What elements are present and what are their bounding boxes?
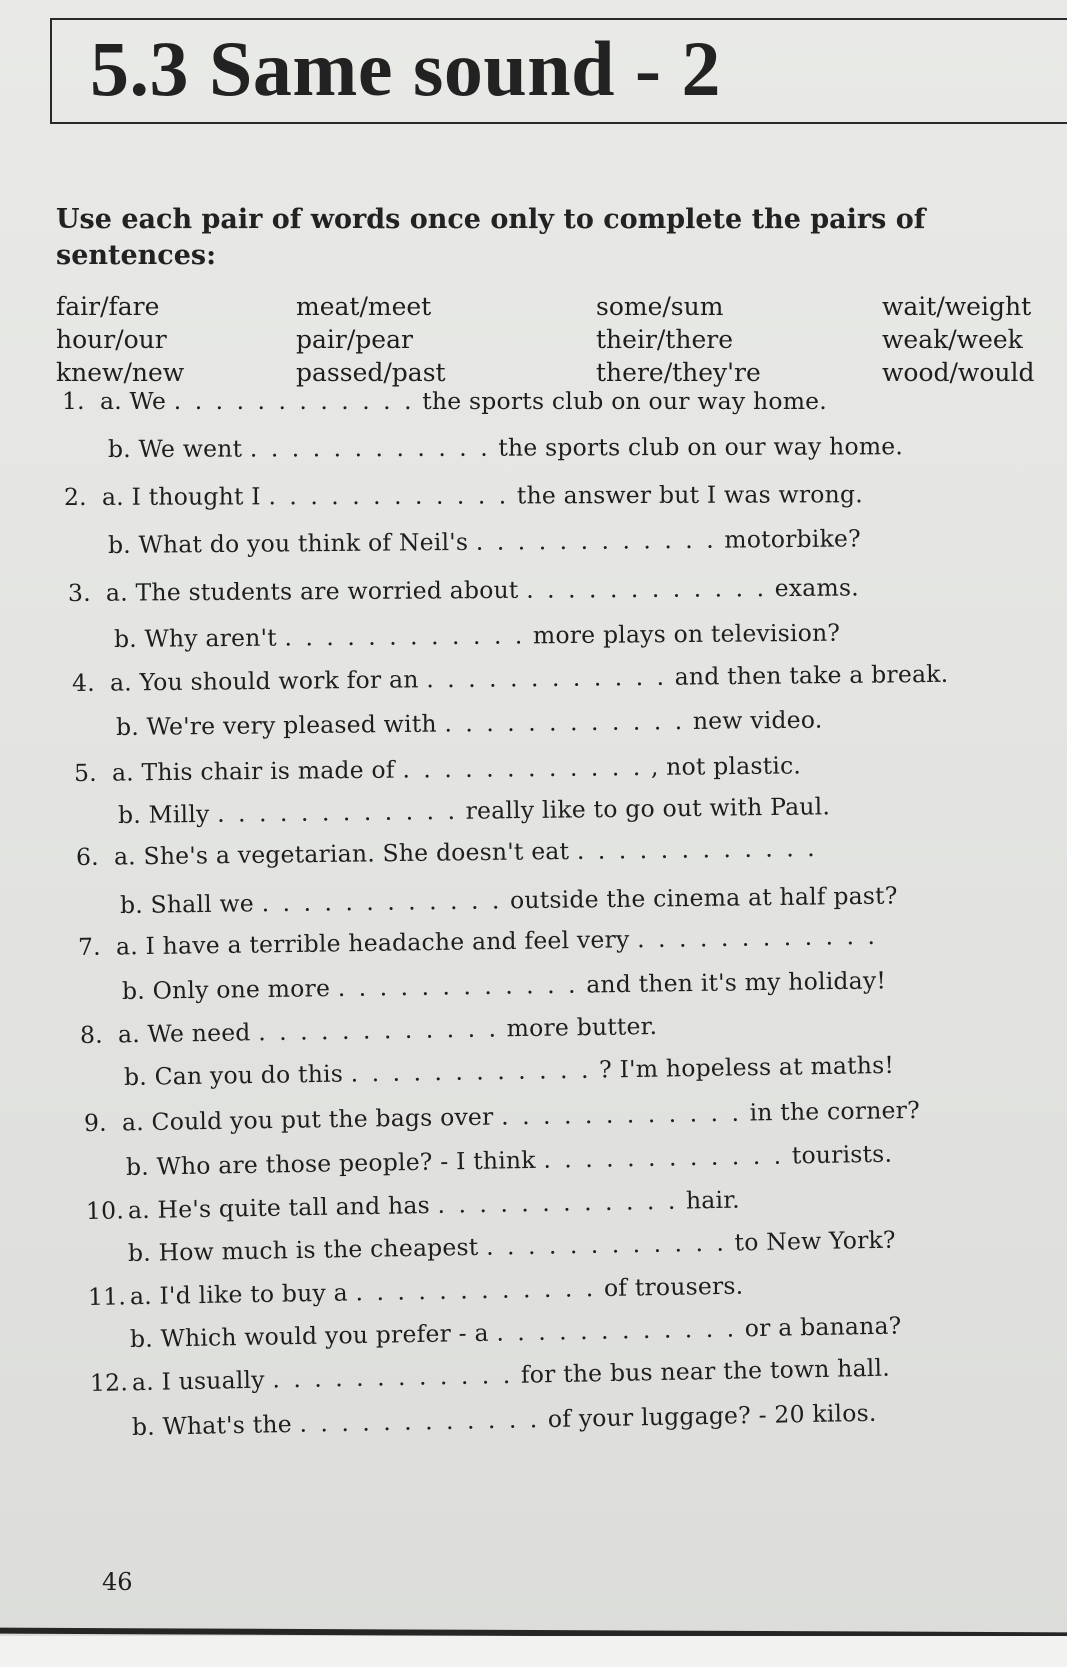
sentence-end: the answer but I was wrong. xyxy=(516,480,863,510)
sentence-end: new video. xyxy=(692,705,823,735)
sentence-start: a. He's quite tall and has xyxy=(127,1191,431,1225)
question-3-a xyxy=(68,572,859,608)
question-4-b xyxy=(116,705,823,742)
word-bank-column xyxy=(56,290,184,389)
word-pair: hour/our xyxy=(56,325,167,354)
word-pair: wait/weight xyxy=(882,292,1032,321)
question-number: 11. xyxy=(87,1282,127,1311)
sentence-start: b. Milly xyxy=(117,799,210,829)
question-number: 5. xyxy=(73,758,97,787)
sentence-end: in the corner? xyxy=(749,1095,921,1127)
question-1-b xyxy=(108,431,903,464)
page-title: 5.3 Same sound - 2 xyxy=(90,25,721,112)
question-7-b xyxy=(122,965,886,1006)
question-number: 8. xyxy=(79,1020,104,1049)
sentence-start: a. I usually xyxy=(131,1365,266,1397)
question-4-a xyxy=(72,659,949,698)
answer-blank[interactable]: . . . . . . . . . . . . xyxy=(268,481,510,511)
answer-blank[interactable]: . . . . . . . . . . . . xyxy=(636,921,879,954)
sentence-end: hair. xyxy=(685,1185,740,1215)
answer-blank[interactable]: . . . . . . . . . . . . xyxy=(355,1274,597,1307)
word-bank-column xyxy=(882,290,1034,389)
answer-blank[interactable]: . . . . . . . . . . . . xyxy=(543,1141,785,1174)
answer-blank[interactable]: . . . . . . . . . . . . xyxy=(402,753,644,784)
question-number: 12. xyxy=(89,1368,129,1397)
sentence-end: the sports club on our way home. xyxy=(422,387,827,415)
sentence-end: to New York? xyxy=(734,1225,896,1257)
sentence-end: exams. xyxy=(774,573,859,603)
sentence-end: ? I'm hopeless at maths! xyxy=(598,1050,895,1084)
question-12-b xyxy=(132,1398,877,1442)
question-10-b xyxy=(128,1225,896,1268)
sentence-start: a. I'd like to buy a xyxy=(129,1278,349,1311)
sentence-start: a. The students are worried about xyxy=(105,575,519,607)
instructions: Use each pair of words once only to complete the pairs of sentences: xyxy=(56,204,926,271)
sentence-end: more butter. xyxy=(506,1011,658,1043)
answer-blank[interactable]: . . . . . . . . . . . . xyxy=(284,621,526,652)
word-bank-column xyxy=(596,290,761,389)
answer-blank[interactable]: . . . . . . . . . . . . xyxy=(576,833,818,865)
sentence-start: a. I thought I xyxy=(101,482,261,511)
sentence-start: b. Who are those people? - I think xyxy=(125,1145,536,1181)
answer-blank[interactable]: . . . . . . . . . . . . xyxy=(526,574,768,604)
question-8-a xyxy=(80,1011,658,1050)
answer-blank[interactable]: . . . . . . . . . . . . xyxy=(337,970,579,1002)
sentence-end: and then it's my holiday! xyxy=(586,966,887,999)
question-12-a xyxy=(90,1353,890,1398)
question-number: 9. xyxy=(83,1108,108,1137)
sentence-start: b. Which would you prefer - a xyxy=(129,1318,489,1353)
question-7-a xyxy=(78,921,878,962)
word-bank xyxy=(56,290,1056,400)
word-pair: weak/week xyxy=(882,325,1023,354)
word-bank-column xyxy=(296,290,446,389)
question-6-b xyxy=(120,881,898,920)
sentence-start: a. You should work for an xyxy=(109,665,419,697)
word-pair: their/there xyxy=(596,325,733,354)
question-9-b xyxy=(126,1139,893,1182)
answer-blank[interactable]: . . . . . . . . . . . . xyxy=(173,387,415,415)
sentence-end: tourists. xyxy=(791,1139,893,1170)
sentence-start: b. We went xyxy=(107,434,243,463)
question-number: 2. xyxy=(63,482,87,511)
answer-blank[interactable]: . . . . . . . . . . . . xyxy=(299,1405,541,1438)
sentence-start: b. What do you think of Neil's xyxy=(107,527,469,559)
sentence-end: or a banana? xyxy=(744,1311,902,1343)
sentence-start: a. We need xyxy=(117,1018,251,1049)
sentence-start: b. Why aren't xyxy=(113,623,277,653)
answer-blank[interactable]: . . . . . . . . . . . . xyxy=(485,1228,728,1261)
sentence-start: b. Only one more xyxy=(121,974,331,1005)
sentence-end: more plays on television? xyxy=(532,618,841,650)
sentence-start: a. Could you put the bags over xyxy=(121,1102,494,1137)
word-pair: pair/pear xyxy=(296,325,413,354)
sentence-start: b. We're very pleased with xyxy=(115,709,437,741)
sentence-end: and then take a break. xyxy=(674,659,949,691)
question-6-a xyxy=(76,833,818,872)
question-number: 1. xyxy=(62,387,85,415)
question-11-b xyxy=(130,1311,902,1354)
sentence-end: of your luggage? - 20 kilos. xyxy=(547,1398,877,1434)
sentence-end: motorbike? xyxy=(724,524,861,554)
question-9-a xyxy=(84,1095,920,1138)
word-pair: passed/past xyxy=(296,358,446,387)
page-bottom-shade xyxy=(0,1636,1067,1667)
answer-blank[interactable]: . . . . . . . . . . . . xyxy=(496,1314,738,1347)
question-5-b xyxy=(118,791,830,830)
answer-blank[interactable]: . . . . . . . . . . . . xyxy=(426,662,668,694)
question-number: 7. xyxy=(77,932,102,961)
word-pair: wood/would xyxy=(882,358,1035,387)
answer-blank[interactable]: . . . . . . . . . . . . xyxy=(257,1014,500,1047)
question-3-b xyxy=(114,618,840,654)
question-10-a xyxy=(86,1185,740,1226)
answer-blank[interactable]: . . . . . . . . . . . . xyxy=(249,433,491,463)
question-8-b xyxy=(124,1050,894,1092)
sentence-end: of trousers. xyxy=(603,1271,744,1302)
title-box xyxy=(50,18,1067,124)
word-pair: knew/new xyxy=(56,358,185,387)
word-pair: there/they're xyxy=(596,358,761,387)
question-2-a xyxy=(64,479,863,512)
question-number: 4. xyxy=(71,668,95,697)
question-2-b xyxy=(108,523,861,560)
answer-blank[interactable]: . . . . . . . . . . . . xyxy=(261,886,503,918)
sentence-start: b. What's the xyxy=(131,1409,293,1441)
answer-blank[interactable]: . . . . . . . . . . . . xyxy=(216,796,459,828)
sentence-start: b. Shall we xyxy=(119,889,255,919)
question-1-a xyxy=(62,386,827,416)
word-pair: meat/meet xyxy=(296,292,432,321)
sentence-start: a. This chair is made of xyxy=(111,755,395,787)
word-pair: fair/fare xyxy=(56,292,160,321)
answer-blank[interactable]: . . . . . . . . . . . . xyxy=(444,707,686,738)
sentence-start: a. I have a terrible headache and feel very xyxy=(115,925,630,961)
sentence-end: , not plastic. xyxy=(650,751,802,781)
sentence-end: the sports club on our way home. xyxy=(498,432,904,462)
sentence-start: a. We xyxy=(100,387,167,415)
answer-blank[interactable]: . . . . . . . . . . . . xyxy=(272,1360,514,1394)
answer-blank[interactable]: . . . . . . . . . . . . xyxy=(475,525,717,556)
sentence-end: outside the cinema at half past? xyxy=(509,881,898,915)
question-number: 3. xyxy=(67,578,91,607)
question-5-a xyxy=(74,750,801,788)
question-number: 10. xyxy=(85,1196,125,1225)
question-number: 6. xyxy=(75,842,99,871)
answer-blank[interactable]: . . . . . . . . . . . . xyxy=(500,1098,743,1131)
question-11-a xyxy=(88,1271,744,1312)
word-pair: some/sum xyxy=(596,292,724,321)
answer-blank[interactable]: . . . . . . . . . . . . xyxy=(350,1055,592,1088)
sentence-end: for the bus near the town hall. xyxy=(520,1353,891,1389)
answer-blank[interactable]: . . . . . . . . . . . . xyxy=(437,1186,679,1219)
sentence-start: b. Can you do this xyxy=(123,1059,344,1091)
sentence-start: a. She's a vegetarian. She doesn't eat xyxy=(113,836,570,871)
sentence-end: really like to go out with Paul. xyxy=(465,792,831,825)
sentence-start: b. How much is the cheapest xyxy=(127,1232,479,1267)
page-number: 46 xyxy=(102,1568,133,1596)
